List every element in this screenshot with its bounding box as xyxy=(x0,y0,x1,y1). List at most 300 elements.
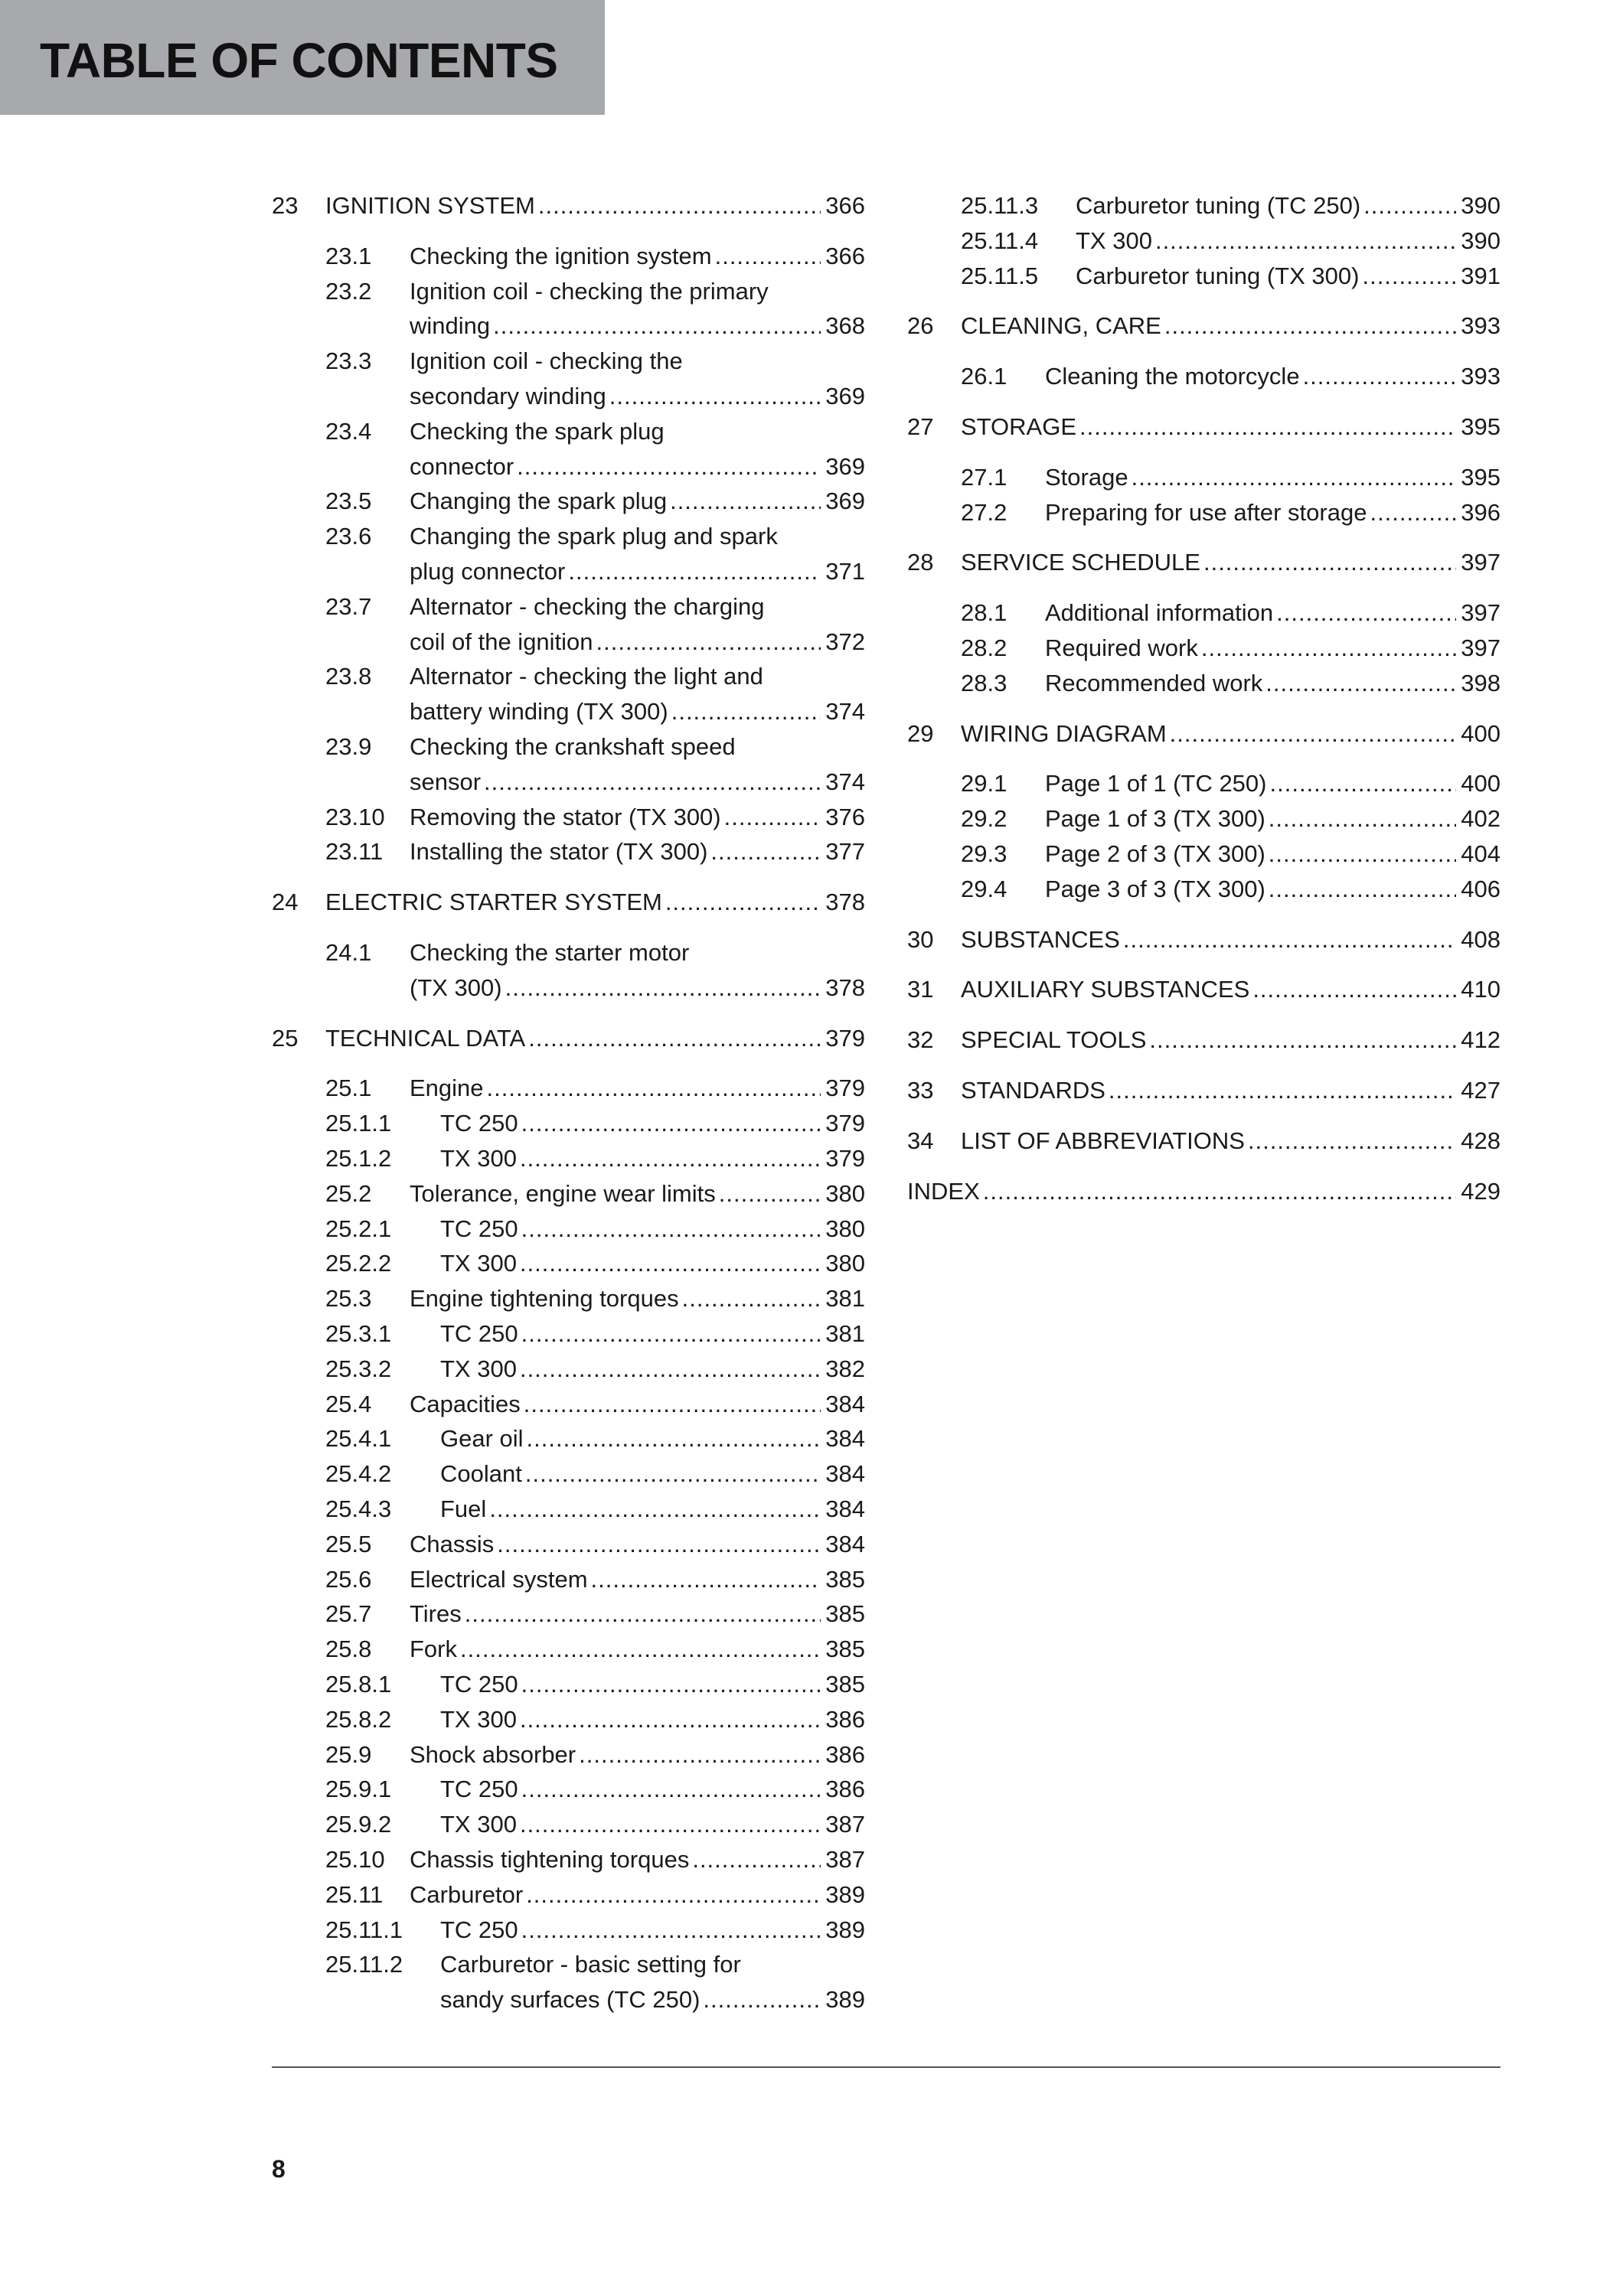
toc-entry[interactable] xyxy=(907,667,1501,702)
header-banner xyxy=(0,0,605,115)
toc-entry[interactable] xyxy=(272,1422,865,1457)
leader-dots xyxy=(1362,259,1456,293)
toc-entry[interactable] xyxy=(907,1175,1501,1210)
toc-entry-title: battery winding (TX 300) xyxy=(410,698,668,726)
toc-entry-page: 397 xyxy=(1461,634,1501,661)
leader-dots xyxy=(568,555,821,589)
toc-entry[interactable] xyxy=(907,1124,1501,1159)
toc-entry-page: 404 xyxy=(1461,840,1501,867)
toc-entry-title: TC 250 xyxy=(440,1916,518,1943)
toc-entry[interactable] xyxy=(907,224,1501,259)
toc-entry-title: Fuel xyxy=(440,1495,487,1522)
toc-entry-page: 398 xyxy=(1461,669,1501,696)
toc-entry-title: TX 300 xyxy=(440,1811,517,1838)
toc-entry-page: 390 xyxy=(1461,227,1501,254)
toc-entry[interactable] xyxy=(907,596,1501,631)
toc-entry-title: Shock absorber xyxy=(410,1740,576,1768)
toc-entry[interactable] xyxy=(272,1177,865,1212)
toc-entry-number: 25.3.1 xyxy=(325,1320,392,1347)
toc-entry[interactable] xyxy=(272,1022,865,1057)
toc-entry-title: Page 2 of 3 (TX 300) xyxy=(1045,840,1265,867)
toc-entry[interactable] xyxy=(272,1843,865,1878)
toc-entry-page: 397 xyxy=(1461,599,1501,627)
toc-entry-number: 23.7 xyxy=(325,592,372,620)
toc-entry-page: 379 xyxy=(825,1145,865,1172)
toc-entry-title: Tolerance, engine wear limits xyxy=(410,1179,716,1207)
toc-entry-number: 29.4 xyxy=(961,875,1007,902)
toc-entry-title: coil of the ignition xyxy=(410,628,593,655)
toc-entry-title: SUBSTANCES xyxy=(961,925,1120,953)
toc-entry[interactable] xyxy=(272,1738,865,1773)
toc-entry[interactable] xyxy=(272,1878,865,1913)
toc-entry-number: 25.11.3 xyxy=(961,192,1039,219)
toc-entry[interactable] xyxy=(272,885,865,921)
toc-entry-number: 25.4 xyxy=(325,1390,372,1417)
toc-entry-page: 410 xyxy=(1461,976,1501,1003)
toc-entry-page: 378 xyxy=(825,974,865,1001)
toc-entry[interactable] xyxy=(272,1247,865,1282)
toc-entry[interactable] xyxy=(907,496,1501,531)
toc-entry-page: 378 xyxy=(825,889,865,916)
toc-entry-page: 374 xyxy=(825,768,865,795)
toc-entry-page: 376 xyxy=(825,803,865,830)
toc-entry-number: 30 xyxy=(907,925,934,953)
toc-entry-number: 25.11.5 xyxy=(961,262,1039,289)
toc-entry-page: 381 xyxy=(825,1320,865,1347)
toc-entry[interactable] xyxy=(272,1457,865,1492)
toc-entry-number: 25.9.1 xyxy=(325,1776,392,1803)
toc-entry-title: TX 300 xyxy=(440,1145,517,1172)
leader-dots xyxy=(1270,767,1457,801)
toc-entry[interactable] xyxy=(272,936,865,1006)
toc-entry-page: 387 xyxy=(825,1811,865,1838)
toc-entry-page: 389 xyxy=(825,1916,865,1943)
toc-entry-title: Fork xyxy=(410,1636,457,1663)
toc-entry-title: WIRING DIAGRAM xyxy=(961,719,1167,747)
toc-entry-page: 384 xyxy=(825,1460,865,1488)
page-title: TABLE OF CONTENTS xyxy=(40,33,558,88)
leader-dots xyxy=(525,1457,821,1491)
toc-entry[interactable] xyxy=(272,1563,865,1598)
toc-entry[interactable] xyxy=(272,240,865,275)
toc-entry-page: 386 xyxy=(825,1776,865,1803)
toc-entry-title: Page 1 of 3 (TX 300) xyxy=(1045,805,1265,833)
toc-entry-page: 387 xyxy=(825,1846,865,1873)
leader-dots xyxy=(579,1738,821,1772)
toc-entry-title: Additional information xyxy=(1045,599,1274,627)
toc-entry-page: 408 xyxy=(1461,925,1501,953)
toc-entry-title: Carburetor - basic setting for xyxy=(440,1951,741,1978)
leader-dots xyxy=(1252,973,1456,1006)
toc-entry-page: 366 xyxy=(825,242,865,269)
toc-entry-title: Alternator - checking the charging xyxy=(410,592,765,620)
toc-entry-title: Electrical system xyxy=(410,1565,588,1593)
leader-dots xyxy=(1269,872,1456,906)
leader-dots xyxy=(520,1703,821,1737)
leader-dots xyxy=(665,885,821,919)
toc-entry-page: 385 xyxy=(825,1636,865,1663)
leader-dots xyxy=(724,801,821,834)
toc-entry[interactable] xyxy=(272,1071,865,1107)
toc-entry-number: 23.3 xyxy=(325,347,372,375)
leader-dots xyxy=(521,1212,821,1246)
toc-entry-number: 25.10 xyxy=(325,1846,385,1873)
toc-entry-number: 29.3 xyxy=(961,840,1007,867)
toc-entry-title: Checking the crankshaft speed xyxy=(410,733,736,760)
leader-dots xyxy=(1363,189,1456,223)
toc-entry-page: 381 xyxy=(825,1285,865,1313)
leader-dots xyxy=(1203,546,1456,579)
leader-dots xyxy=(1164,309,1456,343)
toc-entry-number: 32 xyxy=(907,1026,934,1054)
toc-entry-title: TC 250 xyxy=(440,1320,518,1347)
toc-entry[interactable] xyxy=(272,1492,865,1528)
toc-entry-page: 374 xyxy=(825,698,865,726)
toc-entry-title: Carburetor tuning (TX 300) xyxy=(1076,262,1360,289)
toc-entry-title: TX 300 xyxy=(1076,227,1152,254)
toc-entry-number: 33 xyxy=(907,1077,934,1104)
toc-entry-title: TC 250 xyxy=(440,1671,518,1698)
toc-entry-title: INDEX xyxy=(907,1177,980,1205)
toc-entry-number: 25.9.2 xyxy=(325,1811,392,1838)
toc-entry[interactable] xyxy=(272,520,865,590)
toc-entry[interactable] xyxy=(272,1632,865,1668)
toc-entry[interactable] xyxy=(907,767,1501,802)
leader-dots xyxy=(710,835,821,869)
toc-entry-page: 382 xyxy=(825,1355,865,1382)
toc-entry-page: 395 xyxy=(1461,463,1501,491)
leader-dots xyxy=(520,1352,821,1386)
leader-dots xyxy=(497,1528,821,1561)
toc-entry-title: Required work xyxy=(1045,634,1198,661)
toc-entry-title: TX 300 xyxy=(440,1705,517,1733)
toc-entry[interactable] xyxy=(272,1948,865,2018)
toc-entry[interactable] xyxy=(272,1107,865,1142)
toc-entry-number: 28 xyxy=(907,549,934,576)
toc-entry-number: 23.2 xyxy=(325,277,372,305)
toc-entry-title: sandy surfaces (TC 250) xyxy=(440,1986,700,2014)
toc-entry-title: TC 250 xyxy=(440,1215,518,1242)
leader-dots xyxy=(1149,1023,1456,1057)
toc-entry-page: 397 xyxy=(1461,549,1501,576)
leader-dots xyxy=(487,1071,821,1105)
leader-dots xyxy=(521,1913,821,1947)
leader-dots xyxy=(524,1388,821,1421)
leader-dots xyxy=(1079,410,1456,444)
toc-entry[interactable] xyxy=(272,1317,865,1352)
leader-dots xyxy=(489,1492,821,1526)
toc-entry-number: 25.3 xyxy=(325,1285,372,1313)
toc-entry-number: 27.1 xyxy=(961,463,1007,491)
toc-entry[interactable] xyxy=(272,275,865,345)
leader-dots xyxy=(520,1808,821,1841)
leader-dots xyxy=(465,1597,821,1631)
toc-entry[interactable] xyxy=(907,546,1501,581)
toc-entry-page: 427 xyxy=(1461,1077,1501,1104)
toc-entry-title: winding xyxy=(410,312,491,340)
leader-dots xyxy=(715,240,821,273)
leader-dots xyxy=(609,380,821,413)
toc-entry[interactable] xyxy=(272,1528,865,1563)
toc-entry-number: 25.4.1 xyxy=(325,1425,392,1453)
page-number: 8 xyxy=(272,2155,286,2183)
toc-entry-page: 386 xyxy=(825,1740,865,1768)
toc-entry-number: 23.1 xyxy=(325,242,372,269)
toc-entry-number: 27.2 xyxy=(961,498,1007,526)
toc-entry-title: TC 250 xyxy=(440,1110,518,1137)
toc-entry[interactable] xyxy=(272,590,865,660)
toc-entry-number: 24.1 xyxy=(325,939,372,966)
toc-entry-page: 385 xyxy=(825,1565,865,1593)
toc-entry-number: 23 xyxy=(272,192,299,219)
toc-entry-number: 25.8.1 xyxy=(325,1671,392,1698)
toc-entry-title: TX 300 xyxy=(440,1355,517,1382)
leader-dots xyxy=(983,1175,1457,1208)
toc-entry[interactable] xyxy=(907,1023,1501,1058)
leader-dots xyxy=(517,450,821,484)
leader-dots xyxy=(1155,224,1456,258)
toc-entry-title: Capacities xyxy=(410,1390,521,1417)
toc-entry-title: Page 1 of 1 (TC 250) xyxy=(1045,770,1267,797)
leader-dots xyxy=(682,1282,821,1316)
toc-entry-title: IGNITION SYSTEM xyxy=(325,192,535,219)
leader-dots xyxy=(1132,461,1457,494)
toc-entry-title: SERVICE SCHEDULE xyxy=(961,549,1200,576)
toc-entry-title: TC 250 xyxy=(440,1776,518,1803)
toc-entry-number: 28.2 xyxy=(961,634,1007,661)
toc-entry-title: Checking the ignition system xyxy=(410,242,712,269)
toc-entry-page: 400 xyxy=(1461,770,1501,797)
leader-dots xyxy=(493,309,821,343)
toc-entry[interactable] xyxy=(272,189,865,224)
leader-dots xyxy=(505,971,821,1005)
toc-entry-number: 28.1 xyxy=(961,599,1007,627)
leader-dots xyxy=(1170,717,1457,751)
toc-entry[interactable] xyxy=(272,1808,865,1843)
toc-entry-title: Alternator - checking the light and xyxy=(410,663,763,690)
toc-entry-title: STANDARDS xyxy=(961,1077,1105,1104)
leader-dots xyxy=(1276,596,1456,630)
leader-dots xyxy=(719,1177,821,1211)
toc-entry[interactable] xyxy=(907,309,1501,344)
toc-entry[interactable] xyxy=(272,1773,865,1808)
toc-entry[interactable] xyxy=(272,730,865,801)
toc-entry-page: 384 xyxy=(825,1530,865,1557)
toc-entry-page: 379 xyxy=(825,1024,865,1052)
toc-entry-number: 24 xyxy=(272,889,299,916)
toc-entry[interactable] xyxy=(907,259,1501,295)
toc-entry-title: Ignition coil - checking the primary xyxy=(410,277,769,305)
leader-dots xyxy=(521,1773,821,1806)
toc-entry[interactable] xyxy=(272,1913,865,1949)
toc-entry-page: 377 xyxy=(825,838,865,866)
toc-entry-number: 25.2.1 xyxy=(325,1215,392,1242)
toc-entry-title: LIST OF ABBREVIATIONS xyxy=(961,1127,1245,1154)
toc-entry-title: CLEANING, CARE xyxy=(961,312,1161,340)
toc-entry-number: 29 xyxy=(907,719,934,747)
toc-entry[interactable] xyxy=(272,1597,865,1632)
toc-entry[interactable] xyxy=(272,660,865,730)
leader-dots xyxy=(1265,667,1456,700)
leader-dots xyxy=(521,1668,821,1701)
toc-entry-page: 384 xyxy=(825,1390,865,1417)
leader-dots xyxy=(484,765,821,799)
toc-entry-page: 366 xyxy=(825,192,865,219)
toc-entry-title: Cleaning the motorcycle xyxy=(1045,363,1300,390)
toc-entry-number: 25.7 xyxy=(325,1600,372,1628)
toc-entry-number: 23.4 xyxy=(325,417,372,445)
toc-entry-number: 25.9 xyxy=(325,1740,372,1768)
toc-entry-number: 25.11.2 xyxy=(325,1951,403,1978)
toc-entry-page: 384 xyxy=(825,1495,865,1522)
toc-entry-number: 29.2 xyxy=(961,805,1007,833)
leader-dots xyxy=(1269,802,1456,836)
toc-entry-title: Carburetor xyxy=(410,1880,524,1908)
toc-entry-number: 23.10 xyxy=(325,803,385,830)
leader-dots xyxy=(692,1843,821,1877)
toc-entry[interactable] xyxy=(272,1212,865,1247)
toc-entry-number: 26 xyxy=(907,312,934,340)
toc-entry[interactable] xyxy=(907,631,1501,667)
toc-entry-title: Checking the starter motor xyxy=(410,939,690,966)
toc-entry-page: 371 xyxy=(825,557,865,585)
toc-entry-title: Coolant xyxy=(440,1460,522,1488)
toc-entry[interactable] xyxy=(907,189,1501,224)
toc-entry-page: 380 xyxy=(825,1179,865,1207)
toc-entry-title: Gear oil xyxy=(440,1425,524,1453)
toc-entry-number: 25.1 xyxy=(325,1075,372,1102)
toc-entry-title: AUXILIARY SUBSTANCES xyxy=(961,976,1250,1003)
leader-dots xyxy=(521,1107,821,1140)
toc-entry[interactable] xyxy=(272,415,865,485)
toc-entry-number: 25.4.2 xyxy=(325,1460,392,1488)
toc-entry[interactable] xyxy=(907,717,1501,752)
toc-entry-title: Removing the stator (TX 300) xyxy=(410,803,721,830)
leader-dots xyxy=(527,1422,821,1456)
toc-entry-number: 25.2 xyxy=(325,1179,372,1207)
toc-entry-number: 31 xyxy=(907,976,934,1003)
toc-entry-title: TECHNICAL DATA xyxy=(325,1024,526,1052)
toc-entry-title: Preparing for use after storage xyxy=(1045,498,1367,526)
toc-entry-page: 400 xyxy=(1461,719,1501,747)
toc-entry-number: 25.5 xyxy=(325,1530,372,1557)
toc-entry-title: Engine xyxy=(410,1075,484,1102)
toc-entry-title: Installing the stator (TX 300) xyxy=(410,838,708,866)
toc-entry-page: 406 xyxy=(1461,875,1501,902)
toc-entry-title: Recommended work xyxy=(1045,669,1263,696)
toc-entry-page: 393 xyxy=(1461,312,1501,340)
toc-entry[interactable] xyxy=(272,1142,865,1177)
toc-entry-title: SPECIAL TOOLS xyxy=(961,1026,1147,1054)
leader-dots xyxy=(596,625,821,659)
toc-entry[interactable] xyxy=(272,484,865,520)
toc-entry[interactable] xyxy=(907,837,1501,872)
leader-dots xyxy=(591,1563,821,1596)
toc-entry-number: 25.6 xyxy=(325,1565,372,1593)
toc-entry-number: 25.11.1 xyxy=(325,1916,403,1943)
toc-entry-title: Tires xyxy=(410,1600,462,1628)
toc-entry[interactable] xyxy=(272,1668,865,1703)
toc-entry-page: 380 xyxy=(825,1250,865,1277)
toc-entry-page: 391 xyxy=(1461,262,1501,289)
toc-entry[interactable] xyxy=(272,1703,865,1738)
toc-entry[interactable] xyxy=(907,360,1501,395)
leader-dots xyxy=(460,1632,821,1666)
toc-entry-title: Chassis tightening torques xyxy=(410,1846,690,1873)
toc-entry-number: 25.1.2 xyxy=(325,1145,392,1172)
leader-dots xyxy=(526,1878,821,1912)
toc-entry-number: 27 xyxy=(907,413,934,440)
toc-entry[interactable] xyxy=(907,410,1501,445)
toc-entry-number: 25.8.2 xyxy=(325,1705,392,1733)
toc-entry-title: sensor xyxy=(410,768,482,795)
leader-dots xyxy=(1370,496,1456,530)
leader-dots xyxy=(521,1317,821,1351)
toc-entry-number: 23.11 xyxy=(325,838,384,866)
toc-entry[interactable] xyxy=(272,835,865,870)
toc-entry-page: 428 xyxy=(1461,1127,1501,1154)
toc-entry[interactable] xyxy=(272,1352,865,1388)
toc-entry-title: Checking the spark plug xyxy=(410,417,665,445)
leader-dots xyxy=(528,1022,821,1055)
toc-entry-page: 386 xyxy=(825,1705,865,1733)
toc-entry-page: 402 xyxy=(1461,805,1501,833)
toc-entry[interactable] xyxy=(907,802,1501,837)
toc-entry-title: Engine tightening torques xyxy=(410,1285,679,1313)
toc-entry[interactable] xyxy=(907,973,1501,1008)
toc-entry[interactable] xyxy=(272,801,865,836)
footer-divider xyxy=(272,2066,1501,2068)
toc-entry[interactable] xyxy=(907,923,1501,958)
toc-entry[interactable] xyxy=(907,872,1501,908)
toc-entry-number: 25.1.1 xyxy=(325,1110,392,1137)
toc-entry[interactable] xyxy=(272,1282,865,1317)
toc-entry-title: secondary winding xyxy=(410,382,606,409)
toc-entry-page: 372 xyxy=(825,628,865,655)
toc-entry-title: Page 3 of 3 (TX 300) xyxy=(1045,875,1265,902)
toc-entry-number: 25.11.4 xyxy=(961,227,1039,254)
toc-entry-number: 25.2.2 xyxy=(325,1250,392,1277)
toc-entry-title: ELECTRIC STARTER SYSTEM xyxy=(325,889,662,916)
leader-dots xyxy=(671,695,821,729)
toc-entry-number: 25.8 xyxy=(325,1636,372,1663)
toc-entry-page: 390 xyxy=(1461,192,1501,219)
leader-dots xyxy=(703,1983,821,2017)
toc-entry-page: 412 xyxy=(1461,1026,1501,1054)
toc-entry[interactable] xyxy=(907,461,1501,496)
toc-entry-title: (TX 300) xyxy=(410,974,502,1001)
toc-entry-page: 396 xyxy=(1461,498,1501,526)
leader-dots xyxy=(1248,1124,1456,1158)
toc-entry-page: 429 xyxy=(1461,1177,1501,1205)
leader-dots xyxy=(1123,923,1456,957)
toc-entry-title: Carburetor tuning (TC 250) xyxy=(1076,192,1361,219)
leader-dots xyxy=(520,1247,821,1280)
toc-entry[interactable] xyxy=(907,1074,1501,1109)
toc-entry-number: 25 xyxy=(272,1024,299,1052)
toc-entry-number: 23.5 xyxy=(325,488,372,515)
toc-entry[interactable] xyxy=(272,344,865,415)
leader-dots xyxy=(538,189,821,223)
toc-entry[interactable] xyxy=(272,1388,865,1423)
toc-entry-title: Chassis xyxy=(410,1530,495,1557)
toc-entry-page: 385 xyxy=(825,1671,865,1698)
toc-entry-number: 29.1 xyxy=(961,770,1007,797)
toc-entry-page: 380 xyxy=(825,1215,865,1242)
toc-entry-title: Ignition coil - checking the xyxy=(410,347,683,375)
leader-dots xyxy=(1109,1074,1456,1107)
toc-entry-title: Changing the spark plug and spark xyxy=(410,523,778,550)
